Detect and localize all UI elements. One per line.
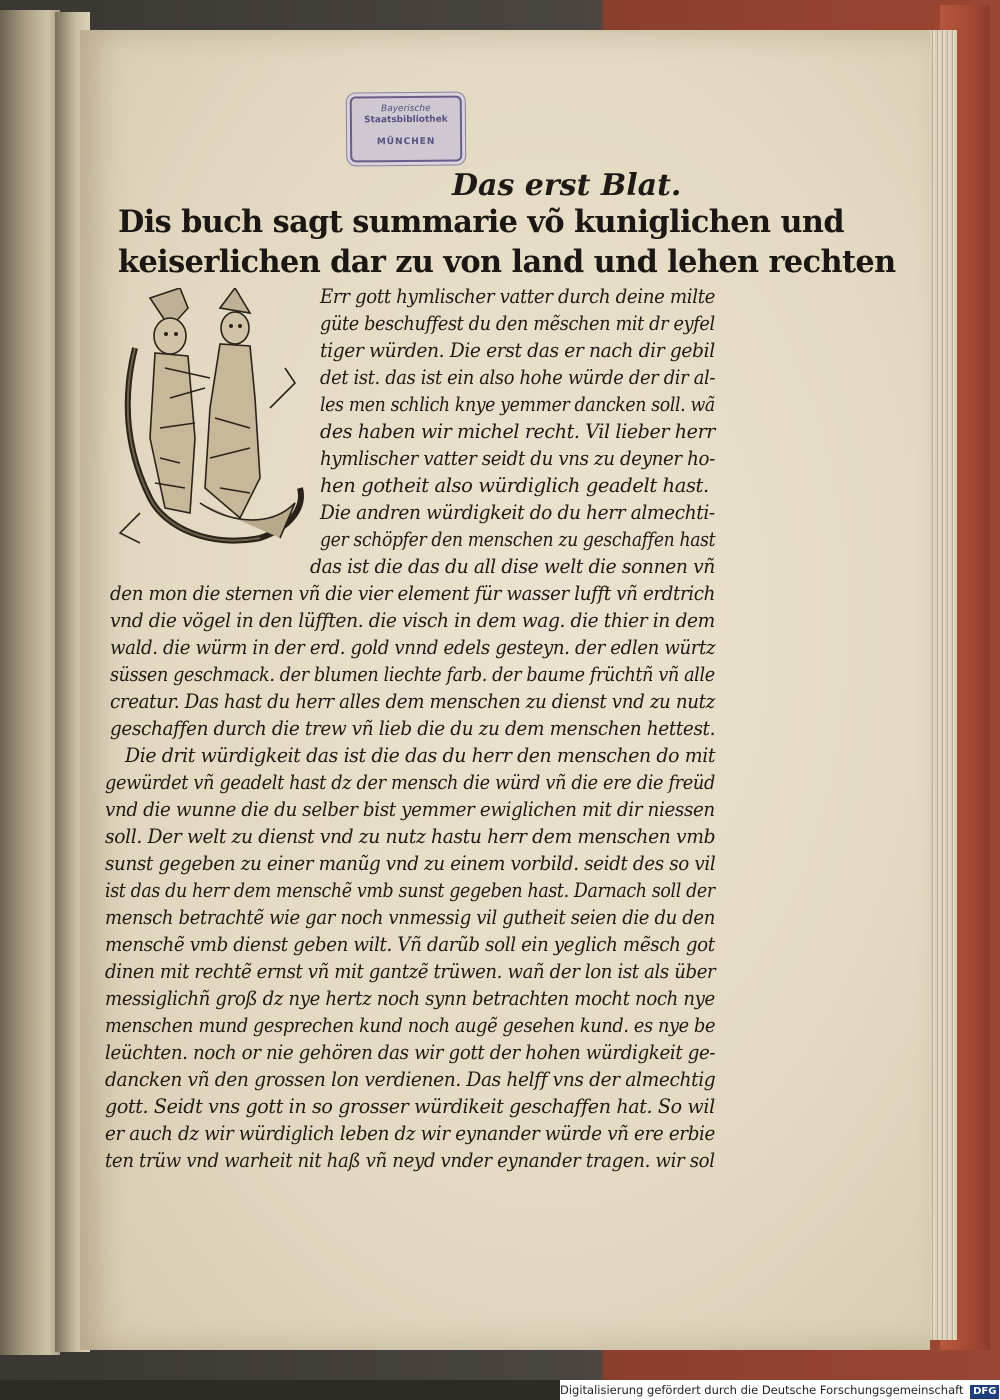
text-line: gott. Seidt vns gott in so grosser würdikeit geschaffen hat. So wil [105,1095,715,1118]
text-line: hymlischer vatter seidt du vns zu deyner ho- [320,447,715,470]
left-page-edge [0,10,60,1355]
text-line: dancken vñ den grossen lon verdienen. Das helff vns der almechtig [105,1068,716,1091]
text-line: des haben wir michel recht. Vil lieber herr [320,420,716,443]
page-heading [118,202,896,282]
text-line: ist das du herr dem menschẽ vmb sunst gegeben hast. Darnach soll der [105,879,715,902]
stamp-line-1: Bayerische [380,103,431,115]
folio-title: Das erst Blat. [452,168,682,203]
text-line: Die andren würdigkeit do du herr almechti- [320,501,715,524]
text-line: süssen geschmack. der blumen liechte farb. der baume früchtñ vñ alle [110,663,715,686]
text-line: gewürdet vñ geadelt hast dz der mensch die würd vñ die ere die freüd [105,771,715,794]
text-line: Die drit würdigkeit das ist die das du herr den menschen do mit [125,744,716,767]
heading-line: keiserlichen dar zu von land und lehen rechten [118,244,896,280]
text-line: dinen mit rechtẽ ernst vñ mit gantzẽ trüwen. wañ der lon ist als über [105,960,716,983]
text-line: hen gotheit also würdiglich geadelt hast. [320,474,709,497]
text-line: det ist. das ist ein also hohe würde der dir al- [320,366,716,389]
text-line: les men schlich knye yemmer dancken soll. wã [320,393,715,416]
footer-credit-text: Digitalisierung gefördert durch die Deutsche Forschungsgemeinschaft [560,1383,964,1397]
text-line: menschen mund gesprechen kund noch augẽ gesehen kund. es nye be [105,1014,716,1037]
text-line: Err gott hymlischer vatter durch deine milte [320,285,716,308]
digitization-credit-footer [560,1380,1000,1400]
stamp-line-2: Staatsbibliothek [364,114,448,126]
text-line: das ist die das du all dise welt die sonnen vñ [310,555,715,578]
heading-line: Dis buch sagt summarie võ kuniglichen und [118,204,845,240]
text-line: güte beschuffest du den mẽschen mit dr eyfel [320,312,715,335]
text-line: den mon die sternen vñ die vier element für wasser lufft vñ erdtrich [110,582,715,605]
text-line: mensch betrachtẽ wie gar noch vnmessig vil gutheit seien die du den [105,906,715,929]
text-line: sunst gegeben zu einer manũg vnd zu einem vorbild. seidt des so vil [105,852,716,875]
stamp-line-3: MÜNCHEN [376,136,436,148]
text-line: wald. die würm in der erd. gold vnnd edels gesteyn. der edlen würtz [110,636,716,659]
text-line: geschaffen durch die trew vñ lieb die du zu dem menschen hettest. [110,717,716,740]
text-line: tiger würden. Die erst das er nach dir gebil [320,339,715,362]
text-line: messiglichñ groß dz nye hertz noch synn betrachten mocht noch nye [105,987,715,1010]
text-line: vnd die vögel in den lüfften. die visch in dem wag. die thier in dem [110,609,715,632]
text-line: ten trüw vnd warheit nit haß vñ neyd vnder eynander tragen. wir sol [105,1149,715,1172]
woodcut-initial-illustration [110,288,310,560]
dfg-logo-icon: DFG [970,1385,999,1399]
text-line: creatur. Das hast du herr alles dem menschen zu dienst vnd zu nutz [110,690,715,713]
text-line: leüchten. noch or nie gehören das wir gott der hohen würdigkeit ge- [105,1041,716,1064]
library-stamp [350,96,463,163]
text-line: vnd die wunne die du selber bist yemmer ewiglichen mit dir niessen [105,798,715,821]
text-line: er auch dz wir würdiglich leben dz wir eynander würde vñ ere erbie [105,1122,716,1145]
text-line: menschẽ vmb dienst geben wilt. Vñ darũb soll ein yeglich mẽsch got [105,933,715,956]
text-line: ger schöpfer den menschen zu geschaffen hast [320,528,716,551]
text-line: soll. Der welt zu dienst vnd zu nutz hastu herr dem menschen vmb [105,825,716,848]
